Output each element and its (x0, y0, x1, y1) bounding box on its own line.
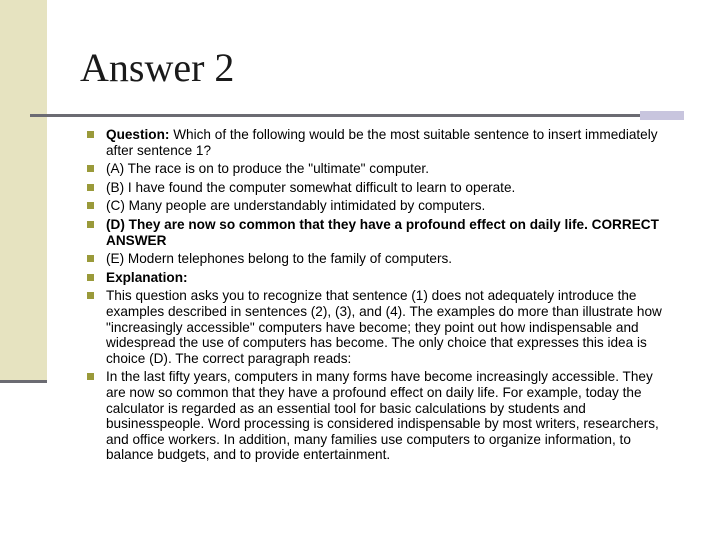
explanation-label: Explanation: (106, 269, 188, 285)
option-a (87, 161, 673, 177)
left-accent-line (0, 380, 47, 383)
bullet-square-icon (87, 373, 94, 380)
question-item (87, 127, 673, 158)
title-divider-accent (640, 111, 684, 120)
correct-answer-tag: CORRECT ANSWER (106, 216, 659, 248)
explanation-text: This question asks you to recognize that sentence (1) does not adequately introduce the examples described in sentences (2), (3), and (4). The examples do more than illustrate how "increasingly accessible" computers have become; they point out how indispensable and widespread the use of computers has become. The only choice that expresses this idea is choice (D). The correct paragraph reads: (106, 288, 662, 366)
content-list (87, 127, 673, 466)
option-a-text: (A) The race is on to produce the "ultimate" computer. (106, 161, 429, 177)
bullet-square-icon (87, 221, 94, 228)
option-e-text: (E) Modern telephones belong to the family of computers. (106, 251, 453, 267)
bullet-square-icon (87, 165, 94, 172)
option-b-text: (B) I have found the computer somewhat difficult to learn to operate. (106, 179, 516, 195)
question-label: Question: (106, 127, 170, 142)
bullet-square-icon (87, 292, 94, 299)
option-e (87, 251, 673, 267)
explanation-item (87, 288, 673, 366)
question-text: Which of the following would be the most suitable sentence to insert immediately after sentence 1? (106, 127, 658, 158)
bullet-square-icon (87, 184, 94, 191)
option-d (87, 217, 673, 248)
option-d-text: (D) They are now so common that they have a profound effect on daily life. (106, 216, 588, 232)
paragraph-item (87, 369, 673, 463)
bullet-square-icon (87, 274, 94, 281)
slide-title: Answer 2 (80, 45, 235, 90)
option-c-text: (C) Many people are understandably intimidated by computers. (106, 198, 486, 214)
title-divider (30, 114, 680, 117)
option-c (87, 198, 673, 214)
paragraph-text: In the last fifty years, computers in many forms have become increasingly accessible. They are now so common that they have a profound effect on daily life. For example, today the calculator is regarded as an essential tool for basic calculations by students and businesspeople. Word processing is considered indispensable by most writers, researchers, and office workers. In addition, many families use computers to organize information, to balance budgets, and to provide entertainment. (106, 369, 659, 463)
explanation-heading (87, 270, 673, 286)
bullet-square-icon (87, 131, 94, 138)
option-b (87, 180, 673, 196)
left-accent-bar (0, 0, 47, 380)
bullet-square-icon (87, 202, 94, 209)
bullet-square-icon (87, 255, 94, 262)
